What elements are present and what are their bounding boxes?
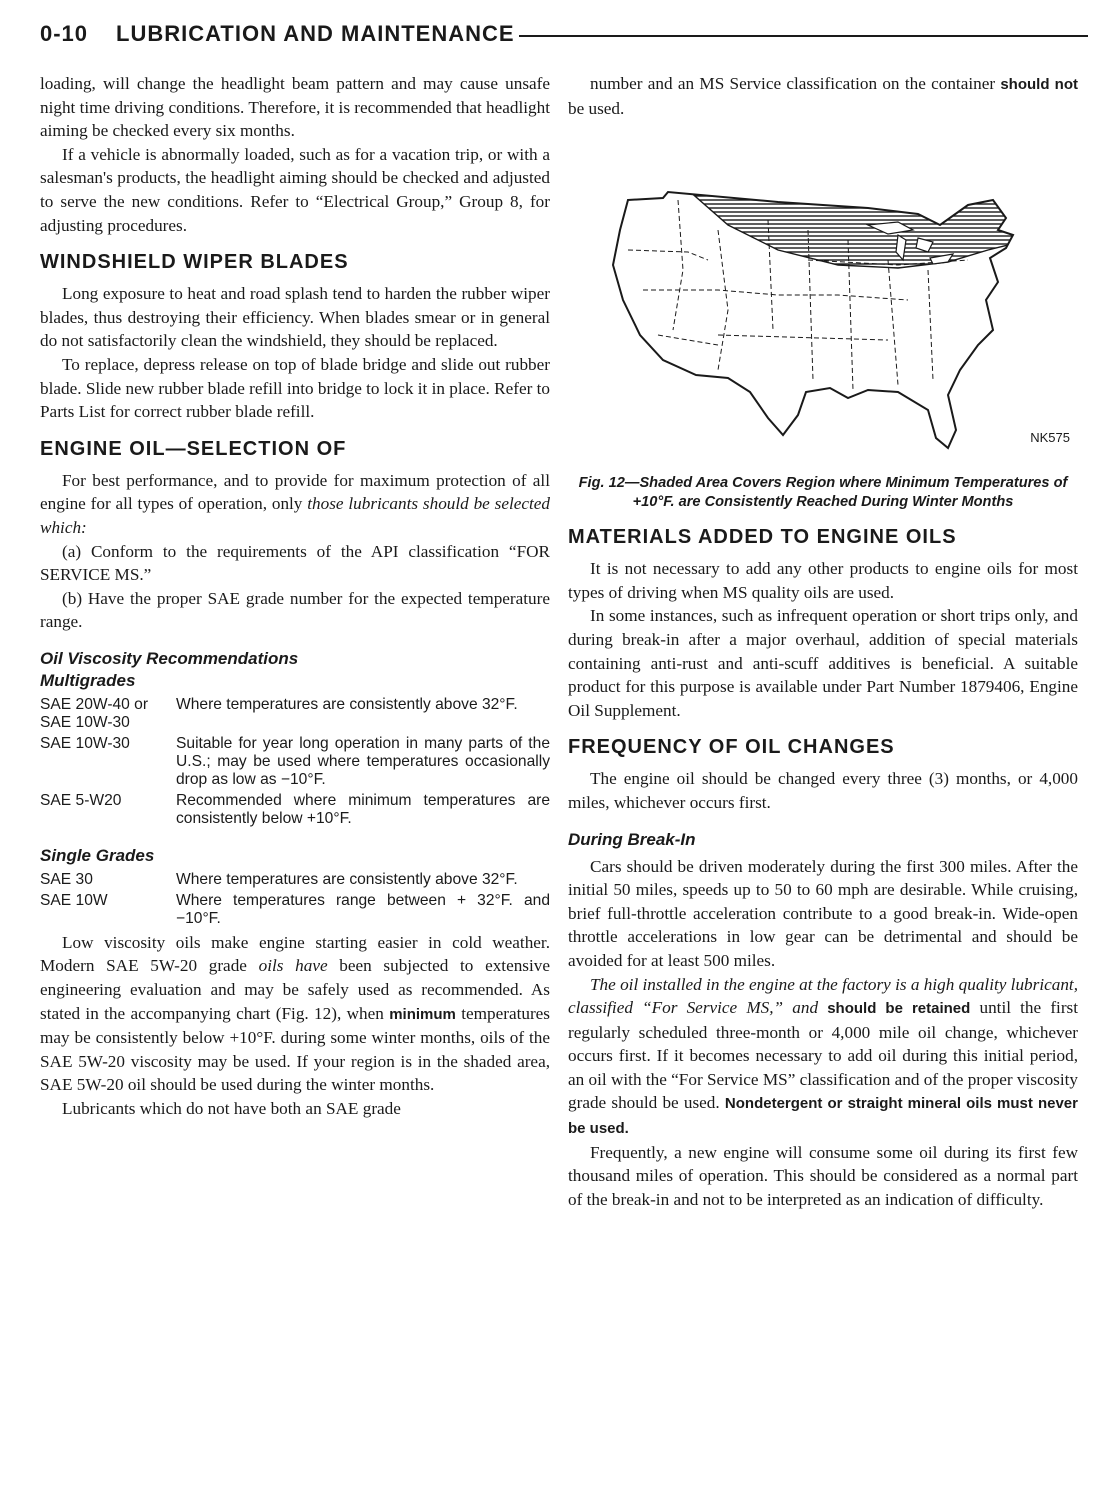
paragraph-abnormal-load: If a vehicle is abnormally loaded, such as for a vacation trip, or with a salesman's products, the headlight aiming should be checked and adjusted to serve the new conditions. Refer to “Electrical Group,” Group 8, for adjusting procedures. xyxy=(40,144,550,235)
grade-cell: SAE 5-W20 xyxy=(40,791,122,809)
paragraph-break-in-1: Cars should be driven moderately during the first 300 miles. After the initial 50 miles, speeds up to 50 to 60 mph are desirable. While cruising, brief full-throttle acceleration contribute to a good break-in. Wide-open throttle accelerations in low gear can be detrimental and should be avoided for at least 500 miles. xyxy=(568,856,1078,970)
header-rule xyxy=(519,35,1088,37)
desc-cell: Where temperatures are consistently above 32°F. xyxy=(176,695,518,713)
oil-selection-italic: those lubricants should be selected which: xyxy=(40,494,550,537)
heading-wiper-blades: WINDSHIELD WIPER BLADES xyxy=(40,251,349,274)
us-map-drawing xyxy=(568,130,1078,470)
paragraph-oil-b: (b) Have the proper SAE grade number for the expected temperature range. xyxy=(40,588,550,632)
section-title: LUBRICATION AND MAINTENANCE xyxy=(116,21,515,46)
figure-caption: Fig. 12—Shaded Area Covers Region where Minimum Temperatures of +10°F. are Consistently Reached During Winter Months xyxy=(578,475,1068,511)
figure-code: NK575 xyxy=(1030,430,1070,446)
paragraph-headlight-cont: loading, will change the headlight beam pattern and may cause unsafe night time driving conditions. Therefore, it is recommended that headlight aiming be checked every six months. xyxy=(40,74,550,141)
table-row xyxy=(40,696,550,735)
us-temperature-map xyxy=(568,130,1078,470)
lowvisc-text-c: been subjected to extensive engineering evaluation and may be safely used as recommended. As stated in the accompanying chart (Fig. 12), when xyxy=(40,956,550,1023)
right-column xyxy=(568,72,1078,1211)
paragraph-materials-2: In some instances, such as infrequent operation or short trips only, and during break-in after a major overhaul, addition of special materials containing anti-rust and anti-scuff additives is beneficial. A suitable product for this purpose is available under Part Number 1879406, Engine Oil Supplement. xyxy=(568,606,1078,720)
multigrades-table xyxy=(40,696,550,831)
paragraph-lubricants: Lubricants which do not have both an SAE grade xyxy=(62,1099,401,1119)
single-grades-table xyxy=(40,871,550,931)
lowvisc-bold: minimum xyxy=(389,1005,456,1023)
paragraph-low-viscosity xyxy=(40,931,550,1097)
grade-cell: SAE 10W xyxy=(40,891,108,909)
paragraph-wiper-1: Long exposure to heat and road splash tend to harden the rubber wiper blades, thus destroying their efficiency. When blades smear or in general do not satisfactorily clean the windshield, they should be replaced. xyxy=(40,284,550,351)
page-header xyxy=(40,14,1088,54)
paragraph-break-in-2 xyxy=(568,973,1078,1141)
heading-break-in: During Break-In xyxy=(568,829,696,849)
desc-cell: Where temperatures range between + 32°F. and −10°F. xyxy=(176,891,550,927)
page-number: 0-10 xyxy=(40,21,89,46)
oil-selection-text: For best performance, and to provide for maximum protection of all engine for all types of operation, only xyxy=(40,470,550,514)
break-in-bold-b: should be retained xyxy=(827,1000,971,1018)
grade-cell: SAE 10W-30 xyxy=(40,734,130,752)
heading-frequency: FREQUENCY OF OIL CHANGES xyxy=(568,736,895,759)
heading-viscosity xyxy=(40,648,550,692)
lowvisc-text-e: temperatures may be consistently below +10°F. during some winter months, oils of the SAE 5W-20 viscosity may be used. If your region is in the shaded area, SAE 5W-20 oil should be used during the winter months. xyxy=(40,1003,550,1095)
table-row xyxy=(40,735,550,792)
table-row xyxy=(40,871,550,892)
paragraph-oil-selection xyxy=(40,469,550,540)
container-text-a: number and an MS Service classification on the container xyxy=(590,74,1001,93)
viscosity-title: Oil Viscosity Recommendations xyxy=(40,648,299,668)
left-column xyxy=(40,72,550,1121)
heading-materials: MATERIALS ADDED TO ENGINE OILS xyxy=(568,526,957,549)
paragraph-wiper-2: To replace, depress release on top of blade bridge and slide out rubber blade. Slide new rubber blade refill into bridge to lock it in place. Refer to Parts List for correct rubber blade refill. xyxy=(40,354,550,422)
paragraph-materials-1: It is not necessary to add any other products to engine oils for most types of driving when MS quality oils are used. xyxy=(568,559,1078,602)
container-text-c: be used. xyxy=(568,98,625,118)
paragraph-frequency: The engine oil should be changed every three (3) months, or 4,000 miles, whichever occurs first. xyxy=(568,769,1078,812)
heading-single-grades: Single Grades xyxy=(40,845,155,865)
desc-cell: Where temperatures are consistently above 32°F. xyxy=(176,870,518,888)
heading-engine-oil: ENGINE OIL—SELECTION OF xyxy=(40,437,347,460)
grade-cell: SAE 20W-40 or SAE 10W-30 xyxy=(40,695,149,731)
paragraph-break-in-3: Frequently, a new engine will consume some oil during its first few thousand miles of operation. This should be considered as a normal part of the break-in and not to be interpreted as an indication of difficulty. xyxy=(568,1142,1078,1209)
desc-cell: Recommended where minimum temperatures are consistently below +10°F. xyxy=(176,791,550,827)
break-in-text-c: until the first regularly scheduled three-month or 4,000 mile oil change, whichever occurs first. If it becomes necessary to add oil during this initial period, an oil with the “For Service MS” classification and of the proper viscosity grade should be used. xyxy=(568,998,1079,1113)
break-in-italic-a: The oil installed in the engine at the factory is a high quality lubricant, classified “For Service MS,” and xyxy=(568,974,1078,1018)
lowvisc-italic: oils have xyxy=(258,956,328,976)
grade-cell: SAE 30 xyxy=(40,870,93,888)
break-in-bold-d: Nondetergent or straight mineral oils must never be used. xyxy=(568,1095,1078,1138)
desc-cell: Suitable for year long operation in many parts of the U.S.; may be used where temperatures occasionally drop as low as −10°F. xyxy=(176,734,550,788)
multigrades-title: Multigrades xyxy=(40,670,136,690)
lowvisc-text-a: Low viscosity oils make engine starting easier in cold weather. Modern SAE 5W-20 grade xyxy=(40,932,550,976)
table-row xyxy=(40,892,550,931)
paragraph-oil-a: (a) Conform to the requirements of the API classification “FOR SERVICE MS.” xyxy=(40,541,550,585)
paragraph-container xyxy=(568,72,1078,120)
table-row xyxy=(40,792,550,831)
container-bold: should not xyxy=(1000,76,1078,93)
shaded-region xyxy=(688,190,1028,268)
